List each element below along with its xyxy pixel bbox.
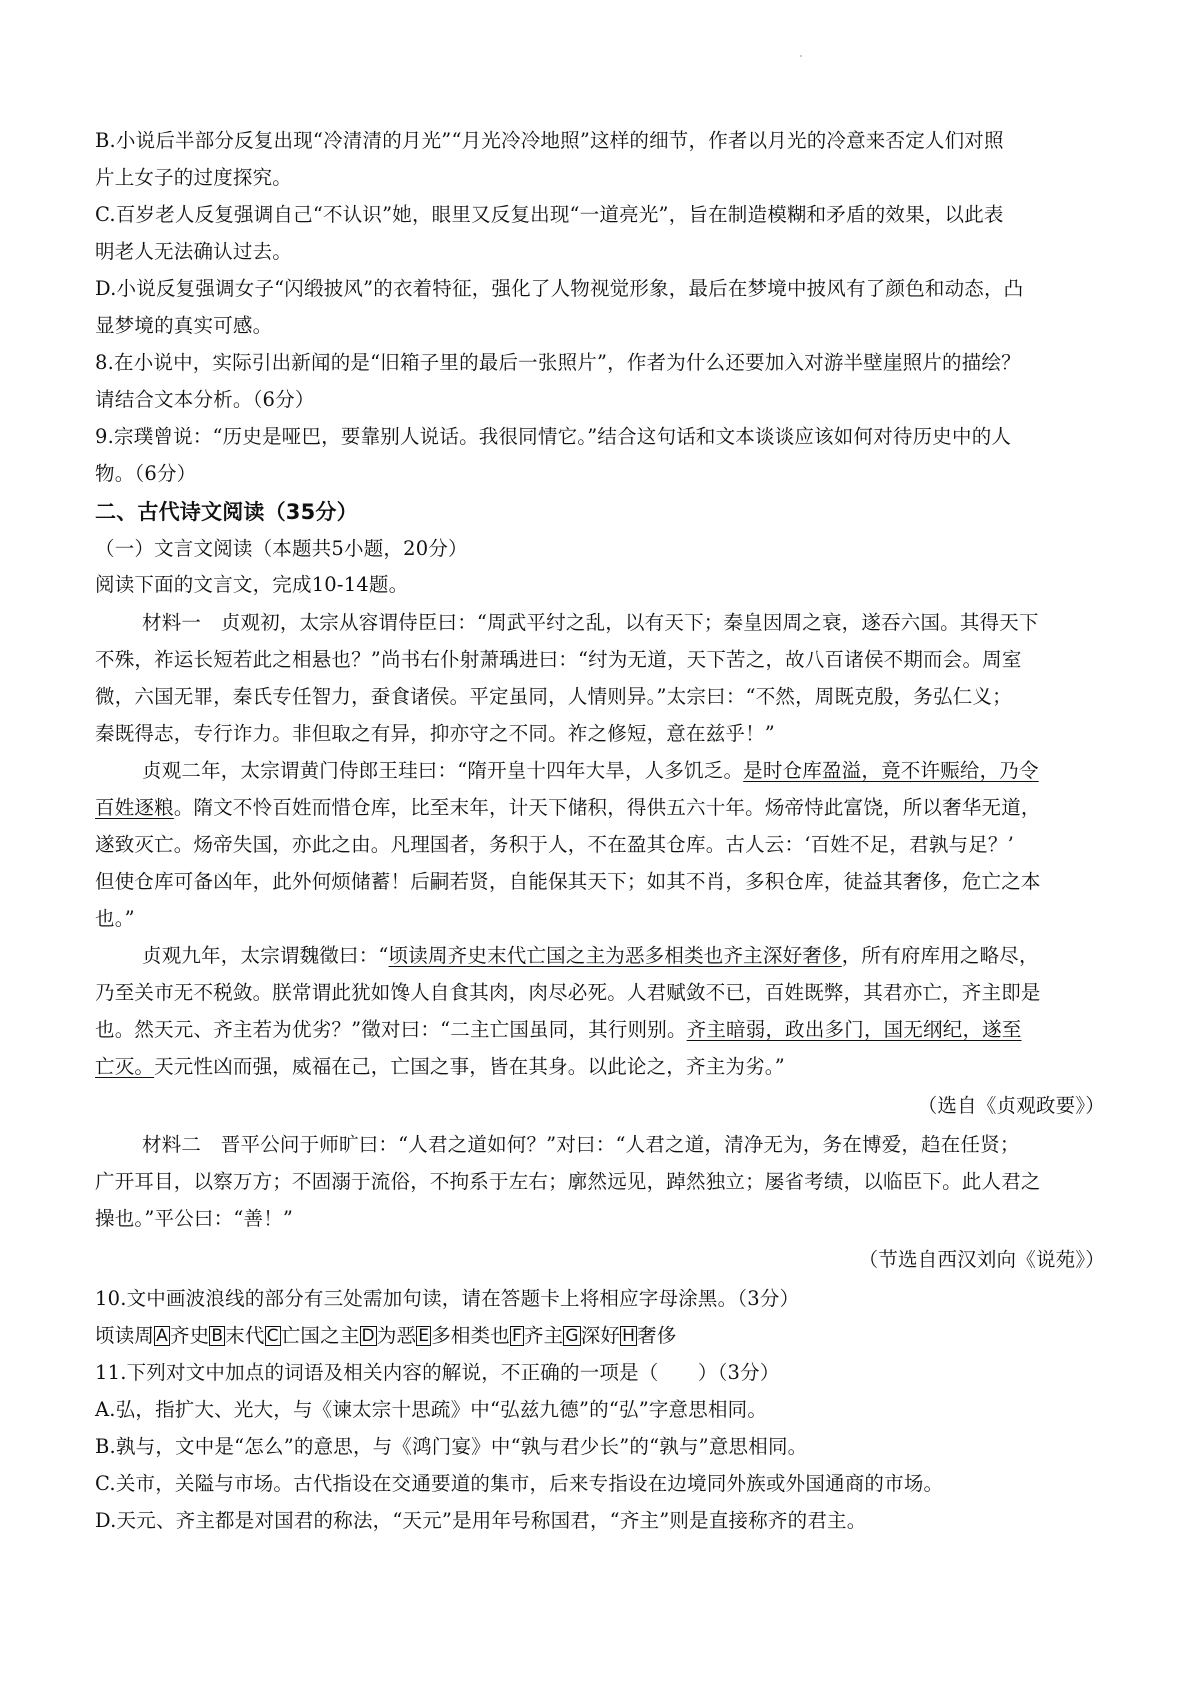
segment: 末代 xyxy=(225,1324,265,1347)
material2-source: （节选自西汉刘向《说苑》） xyxy=(858,1248,1105,1271)
material2-line2: 广开耳目，以察万方；不固溺于流俗，不拘系于左右；廓然远见，踔然独立；屡省考绩，以临臣下。此人君之 xyxy=(95,1170,1041,1193)
q7-option-c-line2: 明老人无法确认过去。 xyxy=(95,240,293,263)
material1-p1-line3: 微，六国无罪，秦氏专任智力，蚕食诸侯。平定虽同，人情则异。”太宗曰：“不然，周既克殷，务弘仁义； xyxy=(95,685,1012,708)
q10-punctuation-row xyxy=(95,1317,677,1355)
q8-line2: 请结合文本分析。（6分） xyxy=(95,388,315,411)
q11-option-c: C.关市，关隘与市场。古代指设在交通要道的集市，后来专指设在边境同外族或外国通商的市场。 xyxy=(95,1472,944,1495)
wavy-underlined-sentence: 顷读周齐史末代亡国之主为恶多相类也齐主深好奢侈 xyxy=(388,944,842,967)
choice-box-g[interactable]: G xyxy=(565,1326,579,1346)
underlined-sentence: 齐主暗弱，政出多门，国无纲纪，遂至 xyxy=(686,1018,1022,1041)
segment: 亡国之主 xyxy=(280,1324,360,1347)
underlined-sentence: 是时仓库盈溢，竟不许赈给，乃令 xyxy=(743,759,1039,782)
segment: 顷读周 xyxy=(95,1324,155,1347)
material1-p1-line2: 不殊，祚运长短若此之相悬也？”尚书右仆射萧瑀进曰：“纣为无道，天下苦之，故八百诸侯不期而会。周室 xyxy=(95,648,1022,671)
choice-box-f[interactable]: F xyxy=(512,1326,522,1346)
material1-p3-line4 xyxy=(95,1048,785,1086)
q9-line2: 物。（6分） xyxy=(95,462,197,485)
q11-option-a: A.弘，指扩大、光大，与《谏太宗十思疏》中“弘兹九德”的“弘”字意思相同。 xyxy=(95,1398,768,1421)
choice-box-e[interactable]: E xyxy=(418,1326,430,1346)
material1-p2-line5: 也。” xyxy=(95,907,135,930)
segment: 多相类也 xyxy=(431,1324,510,1347)
q7-option-c-line1: C.百岁老人反复强调自己“不认识”她，眼里又反复出现“一道亮光”，旨在制造模糊和矛盾的效果，以此表 xyxy=(95,203,1004,226)
material2-line1: 材料二 晋平公问于师旷曰：“人君之道如何？”对曰：“人君之道，清净无为，务在博爱，趋在任贤； xyxy=(142,1133,1020,1156)
underlined-sentence: 亡灭。 xyxy=(95,1055,155,1078)
q8-line1: 8.在小说中，实际引出新闻的是“旧箱子里的最后一张照片”，作者为什么还要加入对游半壁崖照片的描绘？ xyxy=(95,351,1021,374)
choice-box-b[interactable]: B xyxy=(211,1326,224,1346)
choice-box-c[interactable]: C xyxy=(266,1326,279,1346)
q9-line1: 9.宗璞曾说：“历史是哑巴，要靠别人说话。我很同情它。”结合这句话和文本谈谈应该如何对待历史中的人 xyxy=(95,425,1012,448)
q7-option-d-line2: 显梦境的真实可感。 xyxy=(95,314,273,337)
material1-p1-line4: 秦既得志，专行诈力。非但取之有异，抑亦守之不同。祚之修短，意在兹乎！” xyxy=(95,722,775,745)
material2-line3: 操也。”平公曰：“善！” xyxy=(95,1207,294,1230)
material1-p2-line3: 遂致灭亡。炀帝失国，亦此之由。凡理国者，务积于人，不在盈其仓库。古人云：‘百姓不足，君孰与足？’ xyxy=(95,833,1014,856)
section-heading: 二、古代诗文阅读（35分） xyxy=(95,500,358,524)
segment: 齐史 xyxy=(169,1324,210,1347)
plain-text: 。隋文不怜百姓而惜仓库，比至末年，计天下储积，得供五六十年。炀帝恃此富饶，所以奢华无道， xyxy=(173,796,1041,819)
q7-option-d-line1: D.小说反复强调女子“闪缎披风”的衣着特征，强化了人物视觉形象，最后在梦境中披风有了颜色和动态，凸 xyxy=(95,277,1024,300)
q7-option-b-line2: 片上女子的过度探究。 xyxy=(95,166,293,189)
material1-p3-line3 xyxy=(95,1011,1022,1049)
q10-stem: 10.文中画波浪线的部分有三处需加句读，请在答题卡上将相应字母涂黑。（3分） xyxy=(95,1287,800,1310)
segment: 深好 xyxy=(580,1324,621,1347)
scan-speck xyxy=(800,55,802,57)
choice-box-a[interactable]: A xyxy=(156,1326,168,1346)
subsection-title: （一）文言文阅读（本题共5小题，20分） xyxy=(95,537,468,560)
material1-p2-line2 xyxy=(95,789,1041,827)
plain-text: 贞观二年，太宗谓黄门侍郎王珪曰：“隋开皇十四年大旱，人多饥乏。 xyxy=(142,759,744,782)
plain-text: 也。然天元、齐主若为优劣？”徵对曰：“二主亡国虽同，其行则别。 xyxy=(95,1018,687,1041)
material1-p3-line2: 乃至关市无不税敛。朕常谓此犹如馋人自食其肉，肉尽必死。人君赋敛不已，百姓既弊，其君亦亡，齐主即是 xyxy=(95,981,1041,1004)
underlined-sentence: 百姓逐粮 xyxy=(95,796,174,819)
q11-stem: 11.下列对文中加点的词语及相关内容的解说，不正确的一项是（ ）（3分） xyxy=(95,1361,780,1384)
q11-option-d: D.天元、齐主都是对国君的称法，“天元”是用年号称国君，“齐主”则是直接称齐的君主。 xyxy=(95,1509,867,1532)
material1-p2-line1 xyxy=(142,752,1039,790)
q7-option-b-line1: B.小说后半部分反复出现“冷清清的月光”“月光冷冷地照”这样的细节，作者以月光的冷意来否定人们对照 xyxy=(95,129,1004,152)
reading-instruction: 阅读下面的文言文，完成10-14题。 xyxy=(95,573,409,596)
segment: 齐主 xyxy=(523,1324,564,1347)
material1-p2-line4: 但使仓库可备凶年，此外何烦储蓄！后嗣若贤，自能保其天下；如其不肖，多积仓库，徒益其奢侈，危亡之本 xyxy=(95,870,1041,893)
q11-option-b: B.孰与，文中是“怎么”的意思，与《鸿门宴》中“孰与君少长”的“孰与”意思相同。 xyxy=(95,1435,808,1458)
plain-text: 贞观九年，太宗谓魏徵曰：“ xyxy=(142,944,389,967)
segment: 为恶 xyxy=(376,1324,417,1347)
material1-p1-line1: 材料一 贞观初，太宗从容谓侍臣曰：“周武平纣之乱，以有天下；秦皇因周之衰，遂吞六国。其得天下 xyxy=(142,611,1039,634)
material1-p3-line1 xyxy=(142,937,1039,975)
segment: 奢侈 xyxy=(637,1324,677,1347)
plain-text: ，所有府库用之略尽， xyxy=(841,944,1039,967)
choice-box-d[interactable]: D xyxy=(361,1326,375,1346)
choice-box-h[interactable]: H xyxy=(622,1326,636,1346)
material1-source: （选自《贞观政要》） xyxy=(917,1094,1105,1117)
plain-text: 天元性凶而强，威福在己，亡国之事，皆在其身。以此论之，齐主为劣。” xyxy=(154,1055,785,1078)
